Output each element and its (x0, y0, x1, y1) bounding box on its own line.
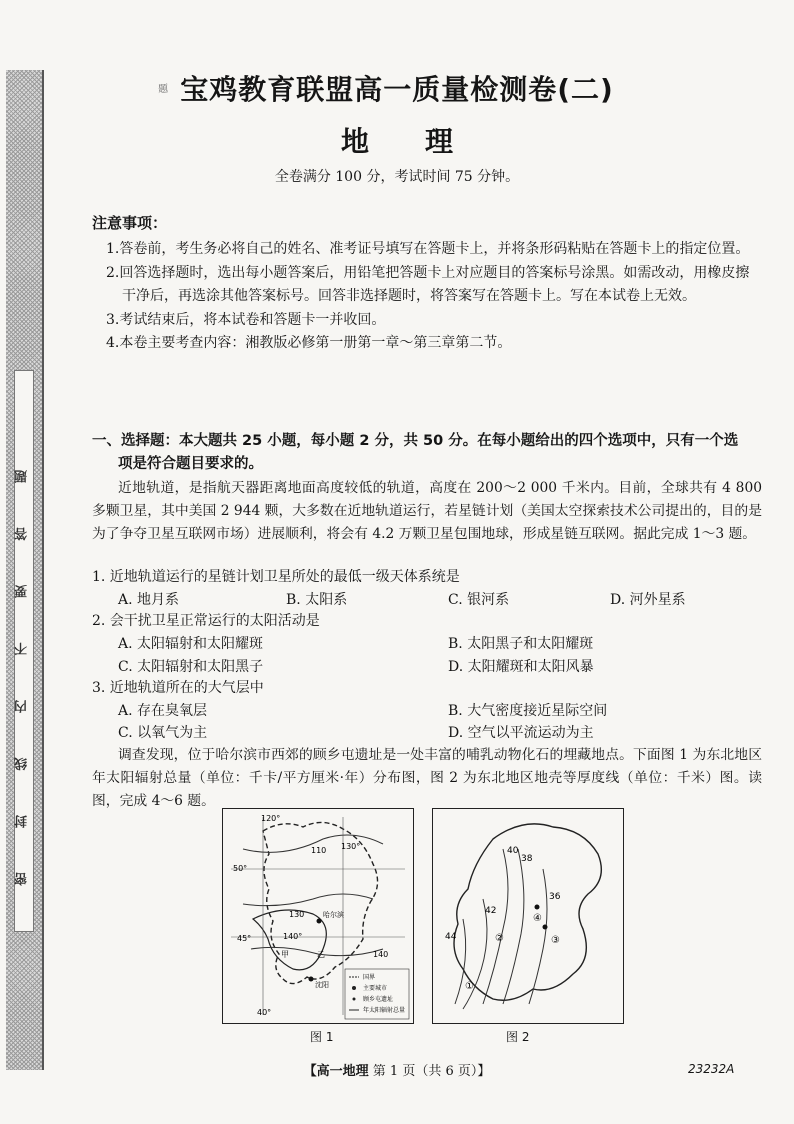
legend-item: 主要城市 (363, 985, 388, 992)
region-outline (454, 824, 601, 1000)
question-2 (92, 610, 762, 632)
figure-1-map (222, 808, 414, 1024)
option-d: D. 河外星系 (610, 592, 686, 608)
subject-title: 地 理 (340, 125, 453, 158)
isoline-label: 130 (289, 910, 305, 919)
lon-label: 140° (283, 932, 303, 941)
notice-item: 3.考试结束后，将本试卷和答题卡一并收回。 (106, 311, 386, 328)
place-label: 甲 (281, 950, 289, 959)
legend-swatch (352, 986, 356, 990)
option-d: D. 太阳耀斑和太阳风暴 (448, 659, 594, 675)
passage-1: 近地轨道，是指航天器距离地面高度较低的轨道，高度在 200～2 000 千米内。目前，全球共有 4 800 多颗卫星，其中美国 2 944 颗，大多数在近地轨道运行，若星链计划（美国太空探索技术公司提出的，目的是为了争夺卫星互联网市场）进展顺利，将会有 4.2 万颗卫星包围地球，形成星链互联网。据此完成 1～3 题。 (92, 480, 762, 542)
notice-list (92, 238, 762, 356)
legend-swatch (353, 998, 356, 1001)
notice-item: 4.本卷主要考查内容：湘教版必修第一册第一章～第三章第二节。 (106, 335, 512, 351)
isoline-label: 40 (507, 846, 519, 856)
section-heading (92, 430, 762, 476)
option-c: C. 以氧气为主 (118, 725, 208, 741)
corner-mark-left: 题 (157, 83, 169, 96)
isoline-130 (243, 894, 373, 906)
legend-item: 年太阳辐射总量 (363, 1007, 406, 1014)
legend-item: 国界 (363, 974, 376, 981)
point-marker (543, 925, 548, 930)
option-b: B. 太阳黑子和太阳耀斑 (448, 636, 594, 652)
point-marker (535, 905, 540, 910)
question-stem: 3. 近地轨道所在的大气层中 (92, 680, 264, 696)
lon-label: 130° (341, 842, 361, 851)
question-stem: 2. 会干扰卫星正常运行的太阳活动是 (92, 613, 320, 629)
passage-2: 调查发现，位于哈尔滨市西郊的顾乡屯遗址是一处丰富的哺乳动物化石的埋藏地点。下面图 1 为东北地区年太阳辐射总量（单位：千卡/平方厘米·年）分布图，图 2 为东北地区地壳等厚度线（单位：千米）图。读图，完成 4～6 题。 (92, 747, 762, 809)
option-a: A. 地月系 (118, 592, 180, 608)
seal-text: 密 封 线 内 不 要 答 题 (15, 450, 30, 886)
figure-2-map (432, 808, 624, 1024)
exam-meta: 全卷满分 100 分，考试时间 75 分钟。 (274, 169, 520, 185)
option-c: C. 太阳辐射和太阳黑子 (118, 659, 264, 675)
lat-label: 45° (237, 934, 252, 943)
seal-strip (6, 70, 44, 1070)
paper-code: 23232A (688, 1062, 735, 1076)
option-b: B. 大气密度接近星际空间 (448, 703, 608, 719)
page-footer (0, 1060, 794, 1079)
option-a: A. 太阳辐射和太阳耀斑 (118, 636, 264, 652)
point-label: ① (465, 981, 474, 992)
place-label: 沈阳 (315, 981, 329, 989)
point-label: ② (495, 933, 504, 944)
isoline-label: 44 (445, 932, 457, 942)
isoline-38 (503, 849, 524, 1004)
place-label: 哈尔滨 (323, 911, 344, 919)
lat-label: 50° (233, 864, 248, 873)
figure-2-svg (433, 809, 623, 1023)
isoline-label: 36 (549, 892, 561, 902)
isoline-label: 42 (485, 906, 497, 916)
figure-1-svg (223, 809, 413, 1023)
isoline-label: 38 (521, 854, 533, 864)
lat-label: 40° (257, 1008, 272, 1017)
page-title: 宝鸡教育联盟高一质量检测卷(二) (180, 73, 614, 106)
figure-2-caption: 图 2 (506, 1030, 530, 1044)
city-shenyang-marker (309, 977, 314, 982)
footer-subject: 【高一地理 (303, 1064, 369, 1079)
point-label: ③ (551, 935, 560, 946)
place-label: 乙 (317, 950, 325, 959)
option-c: C. 银河系 (448, 592, 510, 608)
option-b: B. 太阳系 (286, 592, 348, 608)
footer-page-info: 第 1 页（共 6 页）】 (372, 1064, 491, 1079)
notice-item: 2.回答选择题时，选出每小题答案后，用铅笔把答题卡上对应题目的答案标号涂黑。如需改动，用橡皮擦干净后，再选涂其他答案标号。回答非选择题时，将答案写在答题卡上。写在本试卷上无效。 (106, 264, 750, 304)
point-label: ④ (533, 913, 542, 924)
section-heading-line2: 项是符合题目要求的。 (118, 456, 263, 472)
question-stem: 1. 近地轨道运行的星链计划卫星所处的最低一级天体系统是 (92, 569, 460, 585)
section-heading-line1: 一、选择题：本大题共 25 小题，每小题 2 分，共 50 分。在每小题给出的四个选项中，只有一个选 (92, 433, 739, 449)
figure-1-caption: 图 1 (310, 1030, 334, 1044)
isoline-label: 110 (311, 846, 327, 855)
city-harbin-marker (317, 919, 322, 924)
option-a: A. 存在臭氧层 (118, 703, 208, 719)
legend-item: 顾乡屯遗址 (363, 996, 394, 1003)
notice-item: 1.答卷前，考生务必将自己的姓名、准考证号填写在答题卡上，并将条形码粘贴在答题卡上的指定位置。 (106, 241, 750, 257)
lon-label: 120° (261, 814, 281, 823)
notice-title: 注意事项： (92, 214, 168, 232)
question-1 (92, 566, 762, 588)
isoline-36 (529, 869, 547, 1004)
isoline-label: 140 (373, 950, 389, 959)
option-d: D. 空气以平流运动为主 (448, 725, 594, 741)
question-3 (92, 677, 762, 699)
